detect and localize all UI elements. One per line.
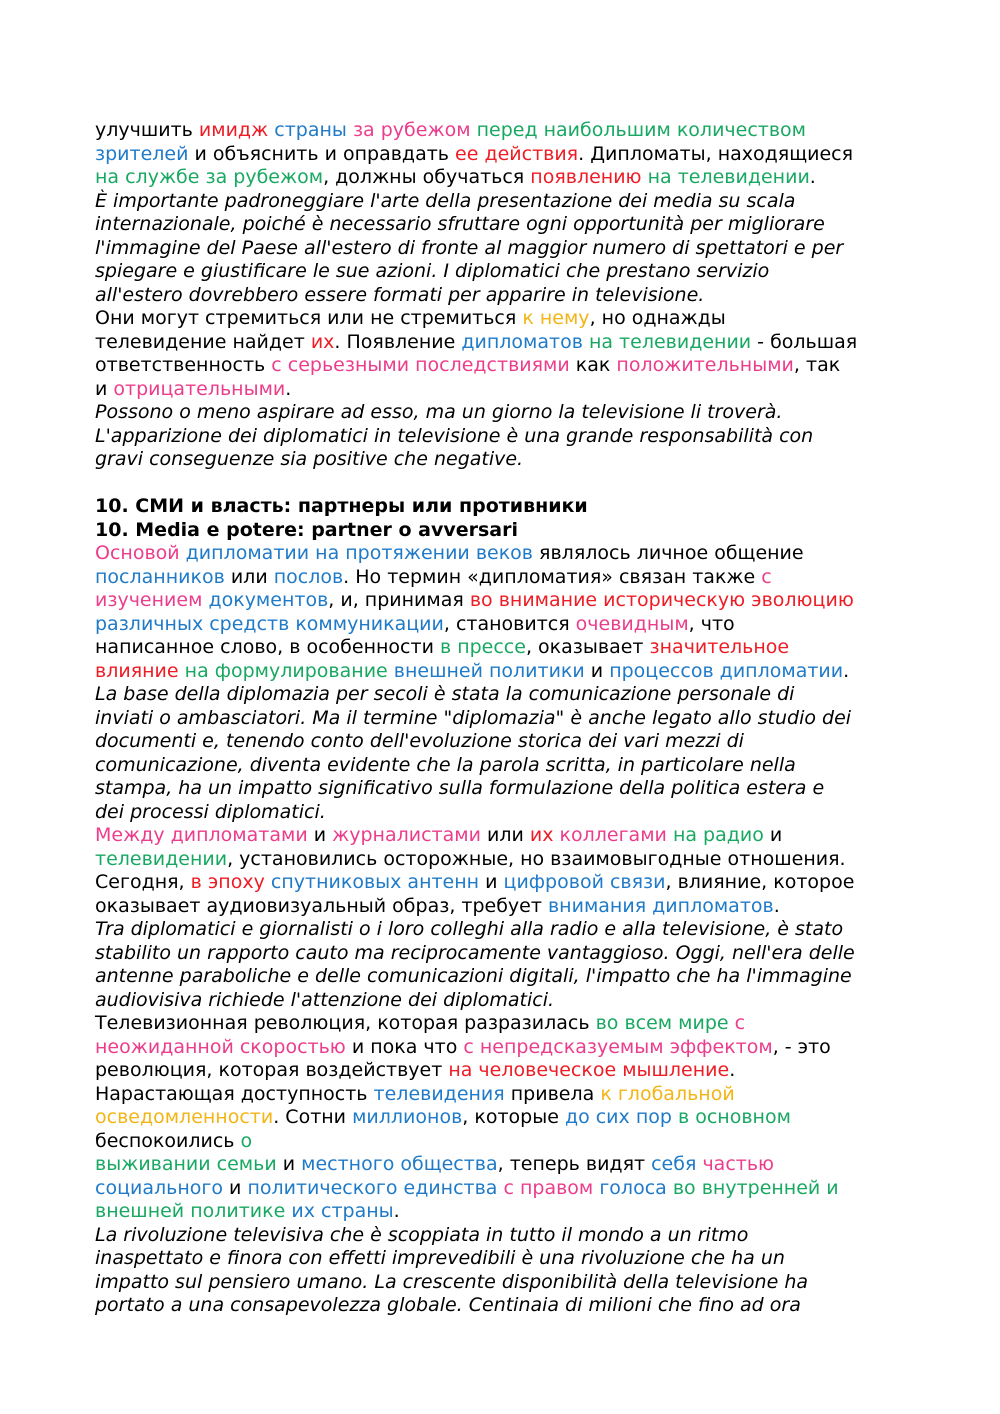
italian-text-line <box>95 425 915 449</box>
highlighted-phrase: в основном <box>677 1106 791 1128</box>
section-heading <box>95 495 915 519</box>
text-span: оказывает аудиовизуальный образ, требует <box>95 894 548 917</box>
russian-text-line <box>95 566 915 590</box>
italian-text-line <box>95 989 915 1013</box>
section-heading <box>95 519 915 543</box>
blank-line <box>95 472 915 496</box>
highlighted-phrase: отрицательными <box>113 377 286 400</box>
text-span: inaspettato e finora con effetti imprevedibili è una rivoluzione che ha un <box>95 1247 785 1269</box>
highlighted-phrase: до сих пор <box>564 1106 672 1128</box>
text-span: и <box>95 377 114 400</box>
highlighted-phrase: в эпоху <box>190 871 265 893</box>
russian-text-line <box>95 848 915 872</box>
text-span: impatto sul pensiero umano. La crescente disponibilità della televisione ha <box>95 1270 809 1293</box>
highlighted-phrase: на телевидении <box>647 166 810 188</box>
highlighted-phrase: послов <box>273 565 344 588</box>
text-span: È importante padroneggiare l'arte della presentazione dei media su scala <box>95 189 796 212</box>
italian-text-line <box>95 777 915 801</box>
highlighted-phrase: к глобальной <box>600 1082 735 1105</box>
text-span: Телевизионная революция, которая разразилась <box>95 1012 596 1034</box>
text-span: . Но термин «дипломатия» связан также <box>343 565 762 588</box>
text-span: audiovisiva richiede l'attenzione dei diplomatici. <box>95 988 555 1011</box>
text-span: antenne paraboliche e delle comunicazioni digitali, l'impatto che ha l'immagine <box>95 965 852 987</box>
text-span: comunicazione, diventa evidente che la parola scritta, in particolare nella <box>95 753 796 776</box>
italian-text-line <box>95 730 915 754</box>
text-span: stampa, ha un impatto significativo sulla formulazione della politica estera e <box>95 777 825 799</box>
text-span: и <box>763 824 783 846</box>
text-span: и <box>223 1176 248 1199</box>
russian-text-line <box>95 660 915 684</box>
text-span: , влияние, которое <box>665 871 855 893</box>
russian-text-line <box>95 166 915 190</box>
italian-text-line <box>95 260 915 284</box>
highlighted-phrase: на службе за рубежом <box>95 166 324 188</box>
text-span: all'estero dovrebbero essere formati per apparire in televisione. <box>95 283 705 306</box>
russian-text-line <box>95 871 915 895</box>
italian-text-line <box>95 213 915 237</box>
italian-text-line <box>95 801 915 825</box>
russian-text-line <box>95 1106 915 1130</box>
text-span: улучшить <box>95 119 199 141</box>
text-span: написанное слово, в особенности <box>95 636 440 658</box>
russian-text-line <box>95 542 915 566</box>
text-span: телевидение найдет <box>95 330 311 353</box>
highlighted-phrase: Между дипломатами <box>95 824 308 846</box>
highlighted-phrase: их страны <box>291 1200 394 1222</box>
russian-text-line <box>95 1036 915 1060</box>
text-span: и <box>584 659 610 682</box>
text-span: . Дипломаты, находящиеся <box>578 142 854 165</box>
highlighted-phrase: на формулирование <box>184 659 388 682</box>
italian-text-line <box>95 190 915 214</box>
highlighted-phrase: спутниковых антенн <box>270 871 480 893</box>
text-span: или <box>480 824 530 846</box>
text-span: , так <box>793 354 841 376</box>
italian-text-line <box>95 965 915 989</box>
text-span: dei processi diplomatici. <box>95 800 326 823</box>
text-span: Нарастающая доступность <box>95 1082 374 1105</box>
highlighted-phrase: на радио <box>672 824 764 846</box>
text-span: беспокоились <box>95 1129 241 1152</box>
highlighted-phrase: о <box>240 1129 253 1152</box>
highlighted-phrase: с <box>761 565 772 588</box>
highlighted-phrase: в прессе <box>439 636 526 658</box>
italian-text-line <box>95 683 915 707</box>
text-span: , что <box>688 612 735 635</box>
russian-text-line <box>95 354 915 378</box>
russian-text-line <box>95 1130 915 1154</box>
russian-text-line <box>95 1083 915 1107</box>
text-span: gravi conseguenze sia positive che negative. <box>95 448 524 470</box>
highlighted-phrase: себя <box>651 1153 697 1175</box>
text-span: или <box>224 565 274 588</box>
text-span: . <box>843 659 850 682</box>
highlighted-phrase: дипломатии <box>185 542 310 564</box>
highlighted-phrase: различных средств коммуникации <box>95 612 444 635</box>
russian-text-line <box>95 613 915 637</box>
text-span: , теперь видят <box>497 1153 652 1175</box>
highlighted-phrase: политического единства <box>247 1176 498 1199</box>
text-span: spiegare e giustificare le sue azioni. I diplomatici che prestano servizio <box>95 260 770 282</box>
text-span: Они могут стремиться или не стремиться <box>95 307 523 329</box>
text-span: - большая <box>751 330 858 353</box>
highlighted-phrase: неожиданной скоростью <box>95 1035 346 1058</box>
highlighted-phrase: социального <box>95 1176 223 1199</box>
highlighted-phrase: частью <box>702 1153 775 1175</box>
highlighted-phrase: во внутренней и <box>672 1176 839 1199</box>
highlighted-phrase: Основой <box>95 542 180 564</box>
text-span: stabilito un rapporto cauto ma reciprocamente vantaggioso. Oggi, nell'era delle <box>95 941 855 964</box>
highlighted-phrase: посланников <box>95 565 225 588</box>
highlighted-phrase: внешней политике <box>95 1200 286 1222</box>
russian-text-line <box>95 895 915 919</box>
highlighted-phrase: к нему <box>522 307 590 329</box>
text-span: Сегодня, <box>95 871 191 893</box>
text-span: . <box>809 166 816 188</box>
highlighted-phrase: появлению <box>530 166 642 188</box>
text-span: . <box>729 1059 736 1081</box>
text-span: portato a una consapevolezza globale. Centinaia di milioni che fino ad ora <box>95 1294 801 1316</box>
text-span: . Появление <box>334 330 462 353</box>
text-span: 10. СМИ и власть: партнеры или противники <box>95 495 588 517</box>
text-span: l'immagine del Paese all'estero di fronte al maggior numero di spettatori e per <box>95 236 844 259</box>
highlighted-phrase: документов <box>208 589 329 611</box>
text-span: , должны обучаться <box>323 166 531 188</box>
text-span: 10. Media e potere: partner o avversari <box>95 518 519 541</box>
text-span: , становится <box>443 612 576 635</box>
text-span: documenti e, tenendo conto dell'evoluzione storica dei vari mezzi di <box>95 730 744 752</box>
highlighted-phrase: цифровой связи <box>503 871 666 893</box>
highlighted-phrase: их <box>310 330 335 353</box>
russian-text-line <box>95 119 915 143</box>
russian-text-line <box>95 1200 915 1224</box>
russian-text-line <box>95 636 915 660</box>
text-span: Tra diplomatici e giornalisti o i loro colleghi alla radio e alla televisione, è stato <box>95 918 844 940</box>
highlighted-phrase: телевидении <box>95 847 228 870</box>
highlighted-phrase: с правом <box>503 1176 594 1199</box>
highlighted-phrase: положительными <box>616 354 794 376</box>
text-span: и пока что <box>345 1035 464 1058</box>
italian-text-line <box>95 1224 915 1248</box>
highlighted-phrase: процессов дипломатии <box>609 659 844 682</box>
text-span: , установились осторожные, но взаимовыгодные отношения. <box>227 847 846 870</box>
text-span: internazionale, poiché è necessario sfruttare ogni opportunità per migliorare <box>95 213 825 235</box>
highlighted-phrase: зрителей <box>95 142 189 165</box>
text-span: . <box>393 1200 400 1222</box>
text-span: и объяснить и оправдать <box>188 142 456 165</box>
document-page <box>95 119 915 1318</box>
italian-text-line <box>95 918 915 942</box>
italian-text-line <box>95 448 915 472</box>
text-span: inviati o ambasciatori. Ma il termine "diplomazia" è anche legato allo studio dei <box>95 706 852 729</box>
russian-text-line <box>95 1012 915 1036</box>
highlighted-phrase: внешней политики <box>393 659 585 682</box>
highlighted-phrase: страны <box>274 119 347 141</box>
highlighted-phrase: телевидения <box>373 1082 505 1105</box>
highlighted-phrase: дипломатов <box>461 330 583 353</box>
text-span: и <box>276 1153 302 1175</box>
text-span: и <box>479 871 504 893</box>
highlighted-phrase: за рубежом <box>352 119 471 141</box>
highlighted-phrase: очевидным <box>575 612 689 635</box>
highlighted-phrase: во всем мире <box>595 1012 729 1034</box>
italian-text-line <box>95 237 915 261</box>
italian-text-line <box>95 401 915 425</box>
text-span: являлось личное общение <box>533 542 804 564</box>
text-span: La rivoluzione televisiva che è scoppiata in tutto il mondo a un ritmo <box>95 1223 749 1246</box>
text-span: . <box>285 377 292 400</box>
highlighted-phrase: ее действия <box>455 142 579 165</box>
russian-text-line <box>95 1177 915 1201</box>
highlighted-phrase: имидж <box>198 119 269 141</box>
highlighted-phrase: на телевидении <box>588 330 752 353</box>
italian-text-line <box>95 284 915 308</box>
text-span: как <box>569 354 617 376</box>
highlighted-phrase: влияние <box>95 659 179 682</box>
italian-text-line <box>95 1294 915 1318</box>
highlighted-phrase: журналистами <box>332 824 481 846</box>
russian-text-line <box>95 1059 915 1083</box>
text-span: Possono o meno aspirare ad esso, ma un giorno la televisione li troverà. <box>95 401 783 423</box>
highlighted-phrase: миллионов <box>352 1106 463 1128</box>
highlighted-phrase: коллегами <box>559 824 667 846</box>
russian-text-line <box>95 143 915 167</box>
italian-text-line <box>95 1247 915 1271</box>
russian-text-line <box>95 331 915 355</box>
text-span: , но однажды <box>589 307 726 329</box>
highlighted-phrase: с серьезными последствиями <box>271 354 570 376</box>
highlighted-phrase: голоса <box>599 1176 667 1199</box>
text-span: L'apparizione dei diplomatici in televisione è una grande responsabilità con <box>95 424 814 447</box>
russian-text-line <box>95 307 915 331</box>
italian-text-line <box>95 754 915 778</box>
italian-text-line <box>95 1271 915 1295</box>
text-span: La base della diplomazia per secoli è stata la comunicazione personale di <box>95 683 795 705</box>
text-span: , которые <box>462 1106 565 1128</box>
text-span: , и, принимая <box>328 589 470 611</box>
highlighted-phrase: перед наибольшим количеством <box>476 119 806 141</box>
text-span: привела <box>504 1082 601 1105</box>
highlighted-phrase: значительное <box>649 636 790 658</box>
russian-text-line <box>95 589 915 613</box>
highlighted-phrase: с <box>734 1012 746 1034</box>
italian-text-line <box>95 707 915 731</box>
text-span: . <box>773 894 780 917</box>
highlighted-phrase: выживании семьи <box>95 1153 277 1175</box>
russian-text-line <box>95 1153 915 1177</box>
text-span: , оказывает <box>525 636 650 658</box>
highlighted-phrase: местного общества <box>301 1153 498 1175</box>
italian-text-line <box>95 942 915 966</box>
text-span: , - это <box>772 1035 831 1058</box>
text-span: и <box>307 824 333 846</box>
russian-text-line <box>95 378 915 402</box>
text-span: ответственность <box>95 354 272 376</box>
russian-text-line <box>95 824 915 848</box>
highlighted-phrase: на человеческое мышление <box>448 1059 730 1081</box>
highlighted-phrase: во внимание историческую эволюцию <box>469 589 854 611</box>
highlighted-phrase: на протяжении веков <box>315 542 534 564</box>
text-span: . Сотни <box>273 1106 353 1128</box>
highlighted-phrase: внимания дипломатов <box>547 894 774 917</box>
highlighted-phrase: их <box>529 824 554 846</box>
highlighted-phrase: изучением <box>95 589 203 611</box>
highlighted-phrase: с непредсказуемым эффектом <box>463 1035 773 1058</box>
text-span: революция, которая воздействует <box>95 1059 449 1081</box>
highlighted-phrase: осведомленности <box>95 1106 274 1128</box>
